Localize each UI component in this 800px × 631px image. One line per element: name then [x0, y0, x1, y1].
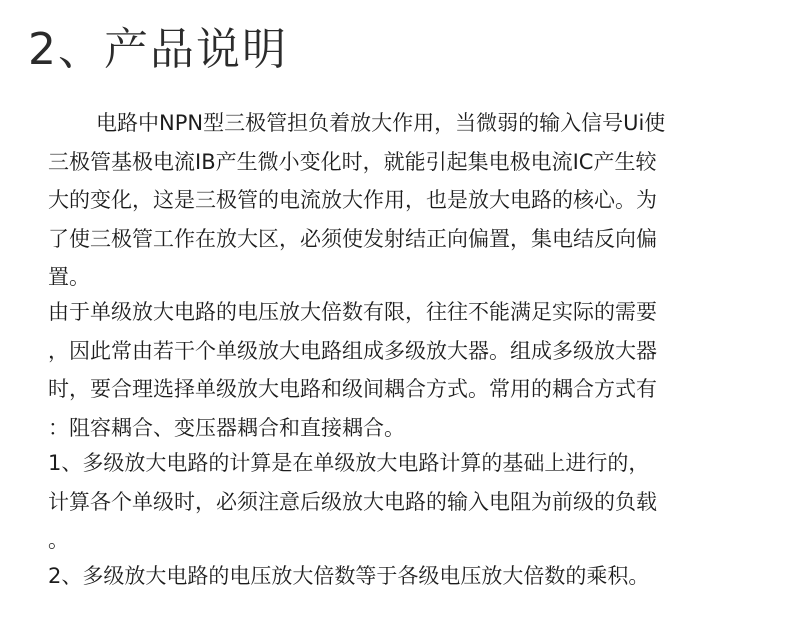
- list-item-line: 。: [48, 528, 69, 552]
- paragraph-line: 了使三极管工作在放大区，必须使发射结正向偏置，集电结反向偏: [48, 226, 657, 251]
- list-item-line: 1、多级放大电路的计算是在单级放大电路计算的基础上进行的，: [48, 451, 650, 475]
- paragraph-line: ，因此常由若干个单级放大电路组成多级放大器。组成多级放大器: [48, 338, 657, 363]
- list-item-1: [48, 444, 758, 560]
- list-item-2: [48, 557, 758, 596]
- list-item-line: 计算各个单级时，必须注意后级放大电路的输入电阻为前级的负载: [48, 489, 657, 514]
- paragraph-line: 三极管基极电流IB产生微小变化时，就能引起集电极电流IC产生较: [48, 149, 657, 174]
- section-heading: 2、产品说明: [28, 24, 288, 75]
- intro-paragraph: [48, 104, 758, 297]
- paragraph-line: 由于单级放大电路的电压放大倍数有限，往往不能满足实际的需要: [48, 300, 657, 324]
- multistage-paragraph: [48, 293, 758, 447]
- paragraph-line: 电路中NPN型三极管担负着放大作用，当微弱的输入信号Ui使: [96, 111, 666, 135]
- paragraph-line: ：阻容耦合、变压器耦合和直接耦合。: [48, 415, 405, 440]
- paragraph-line: 大的变化，这是三极管的电流放大作用，也是放大电路的核心。为: [48, 188, 657, 212]
- paragraph-line: 置。: [48, 265, 90, 289]
- paragraph-line: 时，要合理选择单级放大电路和级间耦合方式。常用的耦合方式有: [48, 377, 657, 401]
- list-item-line: 2、多级放大电路的电压放大倍数等于各级电压放大倍数的乘积。: [48, 564, 650, 588]
